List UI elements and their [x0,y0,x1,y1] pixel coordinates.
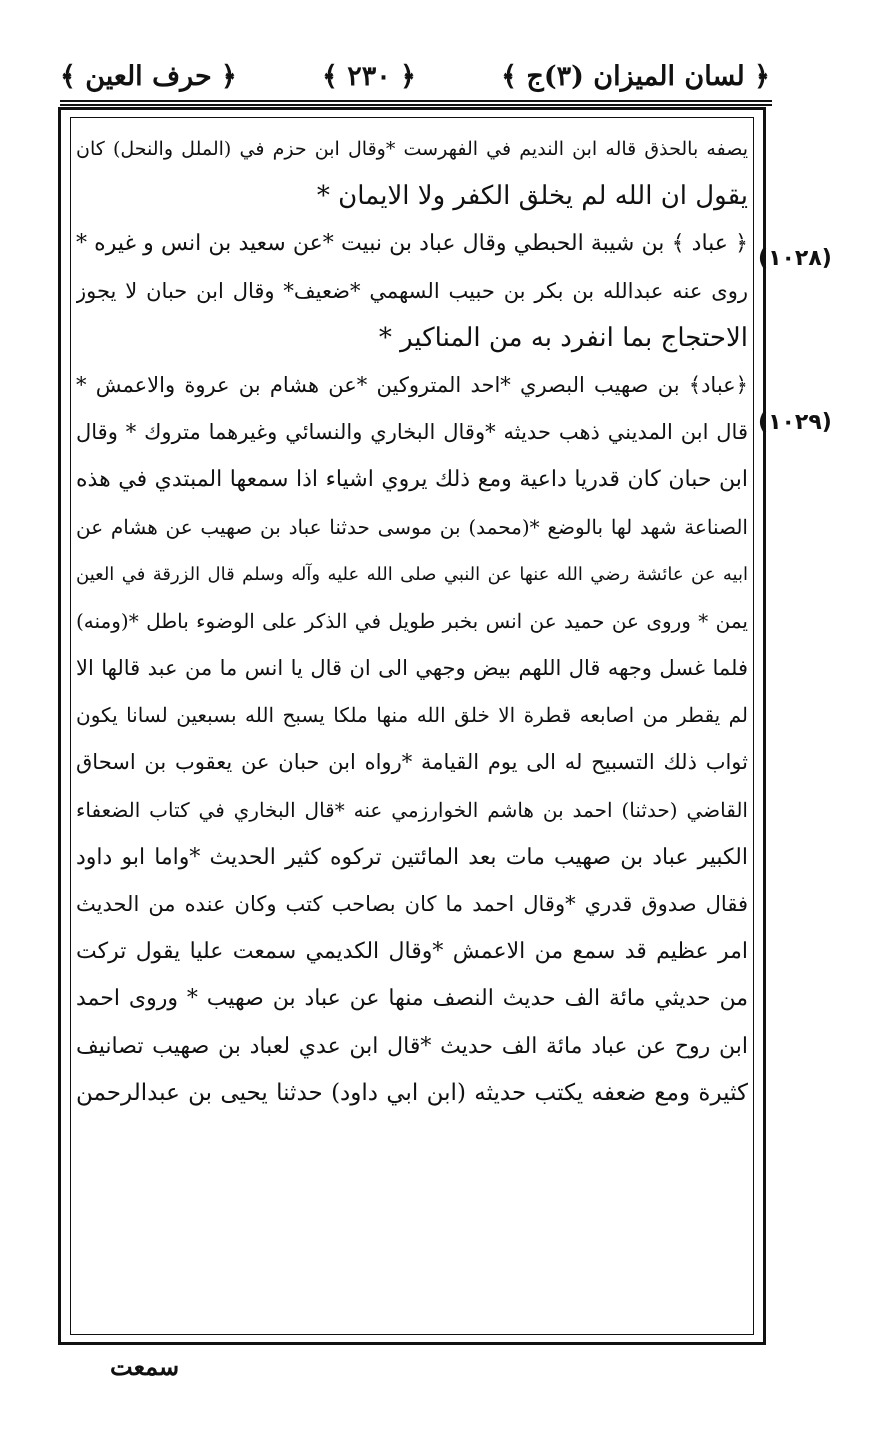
entry-number-1028: (١٠٢٨) [758,246,832,271]
page-number: ﴿ ٢٣٠ ﴾ [322,60,417,92]
text-line: من حديثي مائة الف حديث النصف منها عن عباد بن صهيب * وروى احمد [76,986,748,1012]
text-line: ابيه عن عائشة رضي الله عنها عن النبي صلى الله عليه وآله وسلم قال الزرقة في العين [76,563,748,585]
main-text [76,126,748,1117]
header-rule-bottom [60,104,772,106]
running-header [60,52,770,100]
catchword: سمعت [110,1352,180,1381]
text-line: ثواب ذلك التسبيح له الى يوم القيامة *رواه ابن حبان عن يعقوب بن اسحاق [76,750,748,775]
text-line: امر عظيم قد سمع من الاعمش *وقال الكديمي سمعت عليا يقول تركت [76,939,748,965]
text-line: يقول ان الله لم يخلق الكفر ولا الايمان * [316,181,748,212]
text-line: قال ابن المديني ذهب حديثه *وقال البخاري والنسائي وغيرهما متروك * وقال [76,420,748,445]
header-rule-top [60,100,772,102]
text-line: ابن روح عن عباد مائة الف حديث *قال ابن عدي لعباد بن صهيب تصانيف [76,1033,748,1059]
text-line: كثيرة ومع ضعفه يكتب حديثه (ابن ابي داود) حدثنا يحيى بن عبدالرحمن [76,1079,748,1106]
entry-number-1029: (١٠٢٩) [758,410,832,435]
book-title: ﴿ لسان الميزان (٣)ج ﴾ [501,60,770,92]
text-line: القاضي (حدثنا) احمد بن هاشم الخوارزمي عنه *قال البخاري في كتاب الضعفاء [76,797,748,822]
text-line: يمن * وروى عن حميد عن انس بخبر طويل في الذكر على الوضوء باطل *(ومنه) [76,608,748,633]
text-line: ﴿عباد﴾ بن صهيب البصري *احد المتروكين *عن هشام بن عروة والاعمش * [76,372,748,397]
text-line: روى عنه عبدالله بن بكر بن حبيب السهمي *ضعيف* وقال ابن حبان لا يجوز [76,278,748,303]
text-line: فقال صدوق قدري *وقال احمد ما كان بصاحب كتب وكان عنده من الحديث [76,892,748,916]
text-line: يصفه بالحذق قاله ابن النديم في الفهرست *وقال ابن حزم في (الملل والنحل) كان [76,138,748,160]
text-line: الصناعة شهد لها بالوضع *(محمد) بن موسى حدثنا عباد بن صهيب عن هشام عن [76,514,748,539]
text-line: الكبير عباد بن صهيب مات بعد المائتين تركوه كثير الحديث *واما ابو داود [76,844,748,870]
text-line: الاحتجاج بما انفرد به من المناكير * [378,322,748,353]
text-line: فلما غسل وجهه قال اللهم بيض وجهي الى ان قال يا انس ما من عبد قالها الا [76,656,748,681]
text-line: ابن حبان كان قدريا داعية ومع ذلك يروي اشياء اذا سمعها المبتدي في هذه [76,467,748,493]
text-line: لم يقطر من اصابعه قطرة الا خلق الله منها ملكا يسبح الله بسبعين لسانا يكون [76,703,748,728]
text-line: ﴿ عباد ﴾ بن شيبة الحبطي وقال عباد بن نبيت *عن سعيد بن انس و غيره * [76,231,748,257]
chapter-title: ﴿ حرف العين ﴾ [60,60,237,92]
